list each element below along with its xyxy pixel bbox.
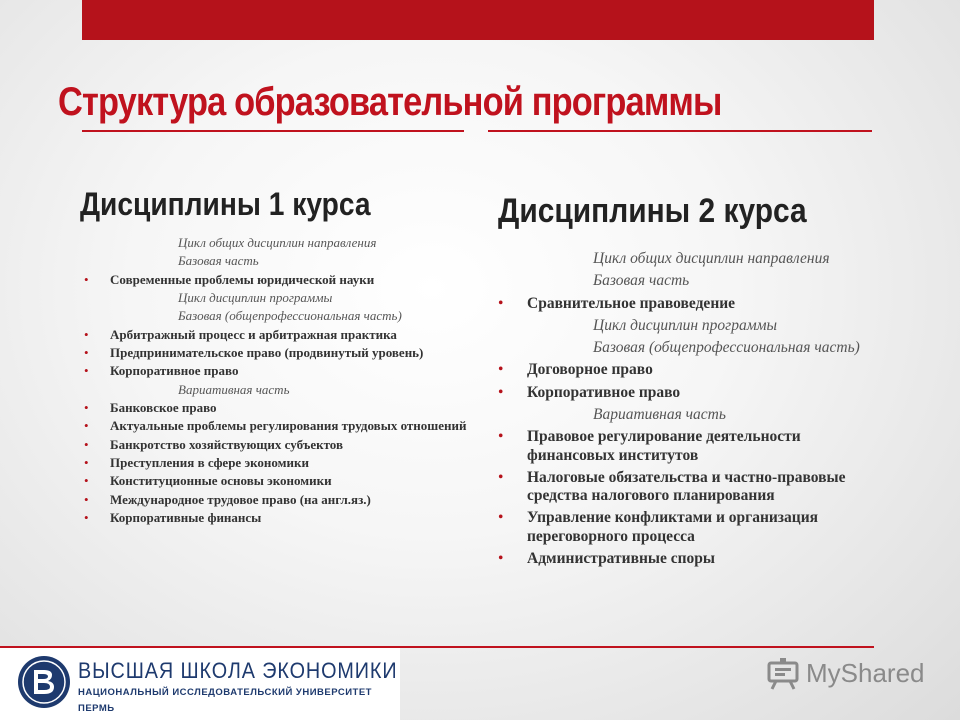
bullet-icon: • <box>84 473 89 489</box>
discipline-label: Банковское право <box>110 399 217 415</box>
discipline-item <box>498 550 883 568</box>
curriculum-section: Цикл общих дисциплин направления <box>178 235 377 250</box>
discipline-item <box>498 469 883 506</box>
hse-name: ВЫСШАЯ ШКОЛА ЭКОНОМИКИ <box>78 658 398 683</box>
discipline-label: Административные споры <box>527 549 716 567</box>
watermark-text: MyShared <box>806 658 925 688</box>
discipline-label: Корпоративное право <box>527 383 681 401</box>
hse-logo <box>0 648 400 720</box>
bullet-icon: • <box>498 361 504 379</box>
discipline-label: Сравнительное правоведение <box>527 294 736 312</box>
discipline-item <box>82 437 472 452</box>
curriculum-section: Базовая часть <box>593 272 690 290</box>
discipline-item <box>82 473 472 488</box>
first-year-heading: Дисциплины 1 курса <box>80 186 371 222</box>
footer-rule-right <box>400 646 874 648</box>
discipline-label: Налоговые обязательства и частно-правовые средства налогового планирования <box>527 468 846 505</box>
second-year-heading: Дисциплины 2 курса <box>498 192 807 230</box>
presentation-board-icon <box>766 658 804 690</box>
bullet-icon: • <box>498 294 504 312</box>
discipline-item <box>82 418 472 433</box>
discipline-label: Корпоративные финансы <box>110 509 262 525</box>
curriculum-section: Вариативная часть <box>593 405 726 423</box>
bullet-icon: • <box>84 436 89 452</box>
discipline-label: Современные проблемы юридической науки <box>110 271 375 287</box>
discipline-item <box>82 272 472 287</box>
bullet-icon: • <box>498 549 504 567</box>
discipline-item <box>498 361 883 379</box>
curriculum-section: Базовая (общепрофессиональная часть) <box>178 308 402 324</box>
bullet-icon: • <box>84 399 89 415</box>
bullet-icon: • <box>84 326 89 342</box>
discipline-label: Преступления в сфере экономики <box>110 454 309 470</box>
discipline-item <box>82 510 472 525</box>
top-accent-bar <box>82 0 874 40</box>
bullet-icon: • <box>498 383 504 401</box>
bullet-icon: • <box>84 509 89 525</box>
curriculum-section: Цикл дисциплин программы <box>178 289 333 305</box>
bullet-icon: • <box>84 454 89 470</box>
bullet-icon: • <box>84 271 89 287</box>
discipline-label: Предпринимательское право (продвинутый уровень) <box>110 344 424 360</box>
first-year-list <box>82 235 472 528</box>
bullet-icon: • <box>84 418 89 434</box>
myshared-watermark <box>766 656 926 694</box>
discipline-label: Международное трудовое право (на англ.яз.) <box>110 491 371 507</box>
bullet-icon: • <box>84 344 89 360</box>
discipline-label: Актуальные проблемы регулирования трудовых отношений <box>110 418 467 434</box>
hse-emblem-icon <box>16 654 72 710</box>
bullet-icon: • <box>498 468 504 486</box>
title-rule-right <box>488 130 872 132</box>
discipline-label: Управление конфликтами и организация переговорного процесса <box>527 509 819 545</box>
bullet-icon: • <box>84 491 89 507</box>
discipline-item <box>82 492 472 507</box>
discipline-item <box>82 400 472 415</box>
discipline-label: Арбитражный процесс и арбитражная практика <box>110 326 397 342</box>
hse-city: ПЕРМЬ <box>78 703 115 714</box>
discipline-item <box>82 363 472 378</box>
curriculum-section: Цикл дисциплин программы <box>593 316 778 334</box>
discipline-item <box>498 509 883 546</box>
bullet-icon: • <box>498 509 504 527</box>
discipline-label: Банкротство хозяйствующих субъектов <box>110 436 344 452</box>
discipline-label: Договорное право <box>527 361 653 379</box>
curriculum-section: Цикл общих дисциплин направления <box>593 250 830 267</box>
curriculum-section: Базовая (общепрофессиональная часть) <box>593 339 860 357</box>
hse-subtitle: НАЦИОНАЛЬНЫЙ ИССЛЕДОВАТЕЛЬСКИЙ УНИВЕРСИТЕТ <box>78 687 372 698</box>
second-year-list <box>498 250 883 572</box>
discipline-item <box>498 428 883 465</box>
discipline-item <box>498 295 883 313</box>
discipline-item <box>498 384 883 402</box>
discipline-label: Правовое регулирование деятельности финансовых институтов <box>527 428 801 464</box>
title-rule-left <box>82 130 464 132</box>
bullet-icon: • <box>84 363 89 379</box>
discipline-item <box>82 327 472 342</box>
discipline-label: Конституционные основы экономики <box>110 473 332 489</box>
discipline-item <box>82 345 472 360</box>
slide-title: Структура образовательной программы <box>58 80 722 124</box>
discipline-item <box>82 455 472 470</box>
bullet-icon: • <box>498 428 504 446</box>
curriculum-section: Базовая часть <box>178 253 259 269</box>
discipline-label: Корпоративное право <box>110 363 239 379</box>
curriculum-section: Вариативная часть <box>178 381 290 397</box>
